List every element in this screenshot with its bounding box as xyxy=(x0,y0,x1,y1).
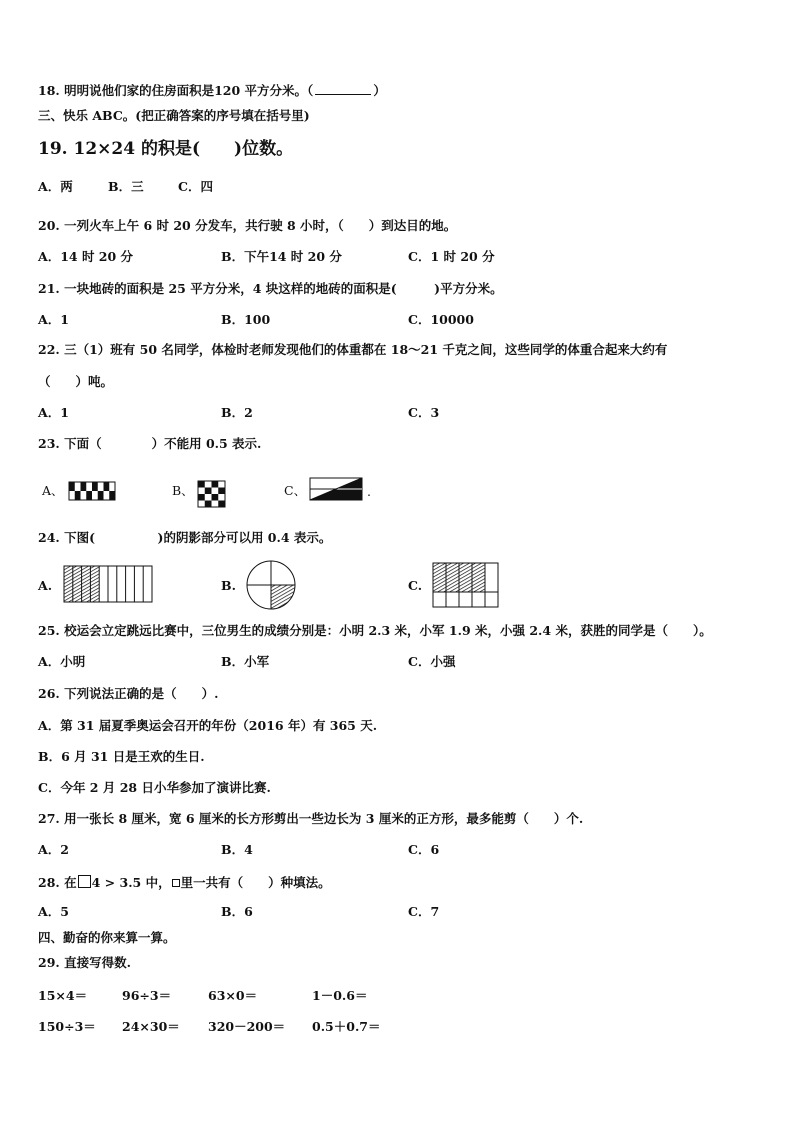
option-a[interactable]: A．14 时 20 分 xyxy=(38,249,134,264)
calc-item: 150÷3＝ xyxy=(38,1019,96,1034)
option-b[interactable]: B．6 xyxy=(221,904,253,919)
question-20 xyxy=(38,220,456,233)
question-22 xyxy=(38,344,667,357)
option-c[interactable]: C．3 xyxy=(408,405,440,420)
option-b[interactable]: B．三 xyxy=(108,179,144,194)
question-text: 下列说法正确的是（ ）. xyxy=(64,686,219,701)
question-24 xyxy=(38,532,331,545)
question-18: 18. 明明说他们家的住房面积是120 平方分米。（ ） xyxy=(38,83,386,98)
circle-figure-b xyxy=(246,560,296,610)
answer-blank[interactable] xyxy=(315,84,371,95)
option-c[interactable]: C．小强 xyxy=(408,654,456,669)
option-c[interactable]: C. xyxy=(408,578,423,593)
question-text: 三（1）班有 50 名同学，体检时老师发现他们的体重都在 18～21 千克之间，这些同学的体重合起来大约有 xyxy=(64,342,668,357)
option-b[interactable]: B. xyxy=(221,578,236,593)
question-number: 21. xyxy=(38,281,60,296)
option-a[interactable]: A．第 31 届夏季奥运会召开的年份（2016 年）有 365 天. xyxy=(38,718,378,733)
calc-item: 0.5＋0.7＝ xyxy=(312,1019,381,1034)
calc-item: 1－0.6＝ xyxy=(312,988,368,1003)
question-number: 23. xyxy=(38,436,60,451)
question-25 xyxy=(38,625,712,638)
question-text: 校运会立定跳远比赛中，三位男生的成绩分别是：小明 2.3 米，小军 1.9 米，小强 2.4 米，获胜的同学是（ ）。 xyxy=(64,623,712,638)
section-heading-3: 三、快乐 ABC。(把正确答案的序号填在括号里) xyxy=(38,108,310,123)
question-29 xyxy=(38,957,131,970)
option-c[interactable]: C．今年 2 月 28 日小华参加了演讲比赛. xyxy=(38,780,271,795)
question-text: 直接写得数. xyxy=(64,955,131,970)
option-c[interactable]: C．1 时 20 分 xyxy=(408,249,495,264)
small-box-icon xyxy=(172,879,180,887)
option-a[interactable]: A．1 xyxy=(38,405,69,420)
blank-box[interactable] xyxy=(78,875,91,888)
option-c[interactable]: C．7 xyxy=(408,904,440,919)
question-text: 一块地砖的面积是 25 平方分米，4 块这样的地砖的面积是( )平方分米。 xyxy=(64,281,503,296)
option-b[interactable]: B．小军 xyxy=(221,654,270,669)
question-text: 12×24 的积是( )位数。 xyxy=(73,139,294,159)
question-text: 用一张长 8 厘米，宽 6 厘米的长方形剪出一些边长为 3 厘米的正方形，最多能剪（ ）个. xyxy=(64,811,584,826)
question-number: 27. xyxy=(38,811,60,826)
question-number: 22. xyxy=(38,342,60,357)
option-b[interactable]: B．2 xyxy=(221,405,253,420)
grid-figure-c xyxy=(433,563,498,607)
option-c[interactable]: C．四 xyxy=(178,179,213,194)
option-a[interactable]: A．2 xyxy=(38,842,69,857)
option-a[interactable]: A、 xyxy=(42,483,64,498)
question-number: 29. xyxy=(38,955,60,970)
question-text: 明明说他们家的住房面积是120 平方分米。（ xyxy=(64,83,314,98)
question-number: 20. xyxy=(38,218,60,233)
calc-item: 24×30＝ xyxy=(122,1019,180,1034)
checker-figure-b xyxy=(198,481,225,507)
strip-figure-a xyxy=(64,566,152,602)
option-c[interactable]: C、 xyxy=(284,483,307,498)
question-number: 25. xyxy=(38,623,60,638)
option-b[interactable]: B．下午14 时 20 分 xyxy=(221,249,342,264)
question-number: 26. xyxy=(38,686,60,701)
question-22-continued: （ ）吨。 xyxy=(38,374,114,389)
option-b[interactable]: B．100 xyxy=(221,312,271,327)
option-c[interactable]: C．10000 xyxy=(408,312,474,327)
section-heading-4: 四、勤奋的你来算一算。 xyxy=(38,930,176,945)
question-number: 28. xyxy=(38,875,60,890)
question-28: 28. 在 4 > 3.5 中， 里一共有（ ）种填法。 xyxy=(38,875,331,890)
calc-item: 63×0＝ xyxy=(208,988,258,1003)
option-a[interactable]: A．两 xyxy=(38,179,73,194)
calc-item: 96÷3＝ xyxy=(122,988,172,1003)
diagonal-figure-c xyxy=(310,478,362,500)
option-a[interactable]: A. xyxy=(38,578,53,593)
question-text: 一列火车上午 6 时 20 分发车，共行驶 8 小时，（ ）到达目的地。 xyxy=(64,218,457,233)
calc-item: 320－200＝ xyxy=(208,1019,286,1034)
question-number: 19. xyxy=(38,139,68,159)
checker-figure-a xyxy=(69,482,115,500)
question-number: 24. xyxy=(38,530,60,545)
calc-item: 15×4＝ xyxy=(38,988,88,1003)
option-a[interactable]: A．1 xyxy=(38,312,69,327)
option-a[interactable]: A．小明 xyxy=(38,654,86,669)
question-text: 下面（ ）不能用 0.5 表示. xyxy=(64,436,262,451)
option-a[interactable]: A．5 xyxy=(38,904,69,919)
option-b[interactable]: B．6 月 31 日是王欢的生日. xyxy=(38,749,205,764)
question-text: 下图( )的阴影部分可以用 0.4 表示。 xyxy=(64,530,332,545)
question-27 xyxy=(38,813,583,826)
option-b[interactable]: B．4 xyxy=(221,842,253,857)
option-c[interactable]: C．6 xyxy=(408,842,440,857)
period: . xyxy=(367,484,371,499)
question-number: 18. xyxy=(38,83,60,98)
question-23 xyxy=(38,438,261,451)
option-b[interactable]: B、 xyxy=(172,483,194,498)
question-26 xyxy=(38,688,218,701)
question-21 xyxy=(38,283,503,296)
question-19 xyxy=(38,141,293,158)
